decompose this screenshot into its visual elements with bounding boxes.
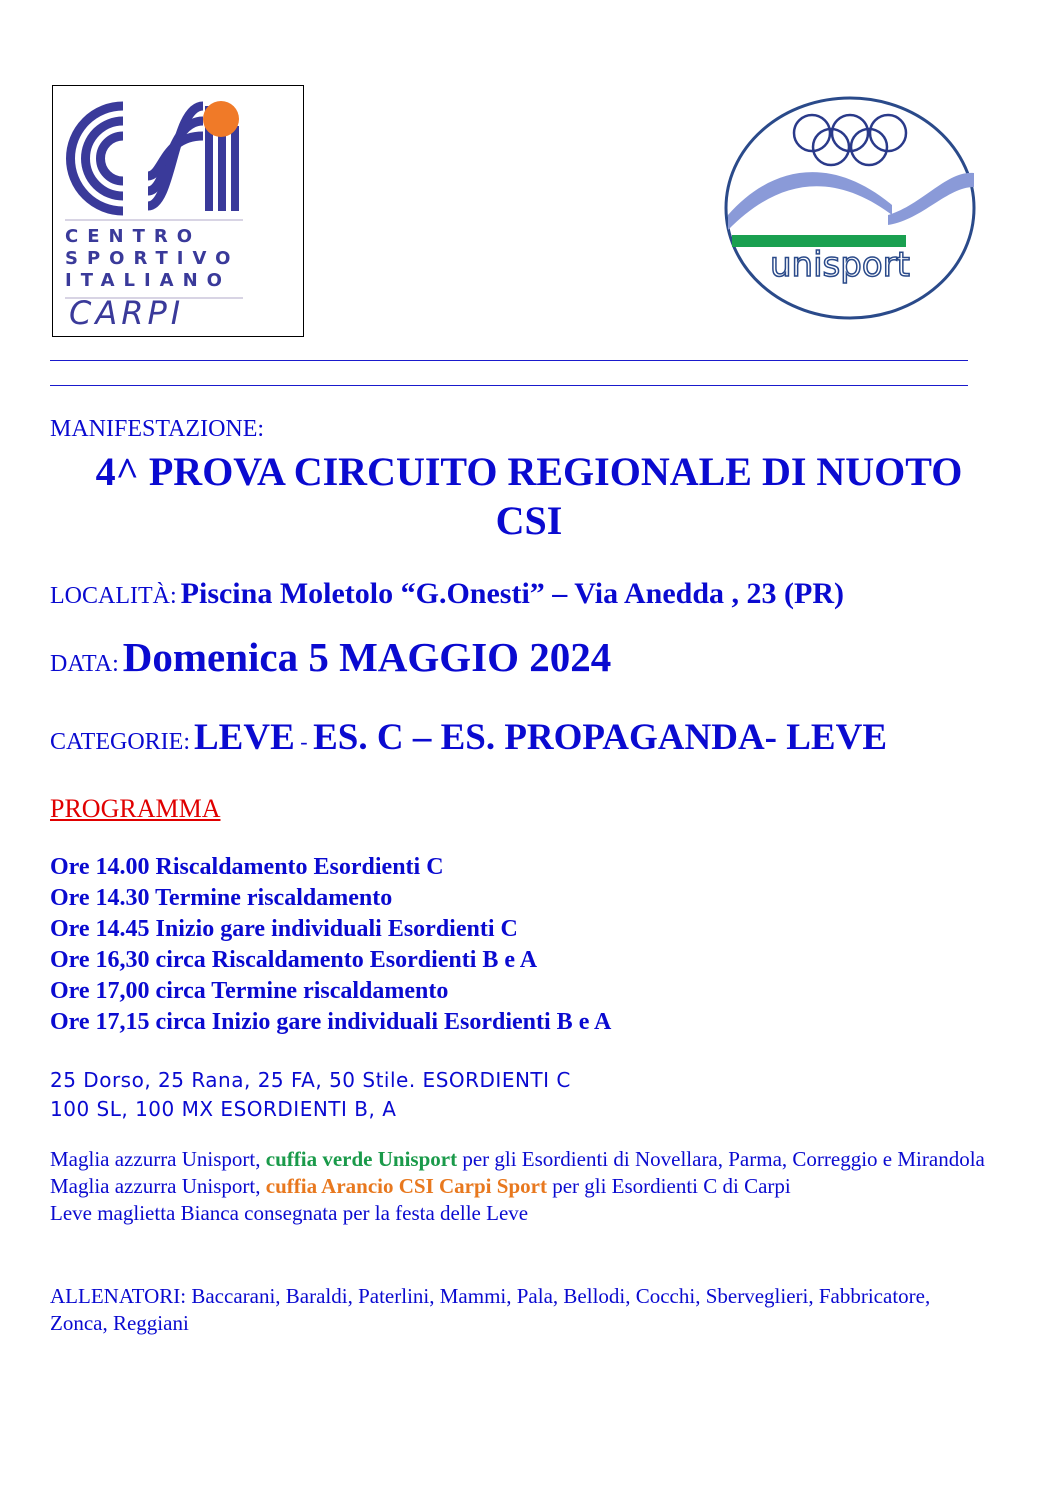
localita-value: Piscina Moletolo “G.Onesti” – Via Anedda , 23 (PR) [180,577,844,610]
unisport-logo [722,95,978,321]
note-orange-cap: cuffia Arancio CSI Carpi Sport [265,1174,547,1198]
event-title-line1: 4^ PROVA CIRCUITO REGIONALE DI NUOTO [95,449,963,494]
note-line [50,1173,990,1200]
data-value: Domenica 5 MAGGIO 2024 [122,634,612,680]
categorie-row [50,716,887,759]
csi-carpi-logo [52,85,304,337]
csi-text-line: ITALIANO [65,270,231,291]
localita-label: LOCALITÀ: [50,583,177,609]
categorie-value: ES. C – ES. PROPAGANDA- LEVE [313,717,887,758]
schedule-item: Ore 14.00 Riscaldamento Esordienti C [50,854,444,880]
csi-text-line: SPORTIVO [65,248,240,269]
divider-line [50,385,968,386]
events-list [50,1066,571,1124]
note-text: Maglia azzurra Unisport, [50,1174,266,1198]
note-line: Leve maglietta Bianca consegnata per la festa delle Leve [50,1201,529,1225]
schedule-list [50,852,611,1038]
manifestazione-label: MANIFESTAZIONE: [50,416,265,442]
categorie-label: CATEGORIE: [50,729,190,755]
notes-block [50,1146,990,1227]
note-text: Maglia azzurra Unisport, [50,1147,266,1171]
localita-row [50,577,844,611]
unisport-wordmark: unisport [770,245,910,285]
programma-heading: PROGRAMMA [50,794,221,823]
schedule-item: Ore 17,15 circa Inizio gare individuali Esordienti B e A [50,1009,612,1035]
note-text: per gli Esordienti C di Carpi [546,1174,791,1198]
note-line [50,1146,990,1173]
data-row [50,633,611,681]
note-text: per gli Esordienti di Novellara, Parma, Correggio e Mirandola [457,1147,985,1171]
csi-city: CARPI [69,294,185,332]
schedule-item: Ore 14.30 Termine riscaldamento [50,885,393,911]
schedule-item: Ore 14.45 Inizio gare individuali Esordienti C [50,916,518,942]
divider-line [50,360,968,361]
csi-text-line: CENTRO [65,226,202,247]
event-item: 100 SL, 100 MX ESORDIENTI B, A [50,1097,397,1121]
allenatori: ALLENATORI: Baccarani, Baraldi, Paterlini, Mammi, Pala, Bellodi, Cocchi, Sberveglieri, Fabbricatore, Zonca, Reggiani [50,1284,931,1335]
event-title-line2: CSI [495,498,563,543]
categorie-value: LEVE [194,717,295,758]
data-label: DATA: [50,651,119,677]
schedule-item: Ore 17,00 circa Termine riscaldamento [50,978,449,1004]
schedule-item: Ore 16,30 circa Riscaldamento Esordienti B e A [50,947,538,973]
event-item: 25 Dorso, 25 Rana, 25 FA, 50 Stile. ESORDIENTI C [50,1068,571,1092]
unisport-emblem-icon [722,95,978,321]
categorie-separator: - [294,729,314,754]
note-green-cap: cuffia verde Unisport [265,1147,458,1171]
